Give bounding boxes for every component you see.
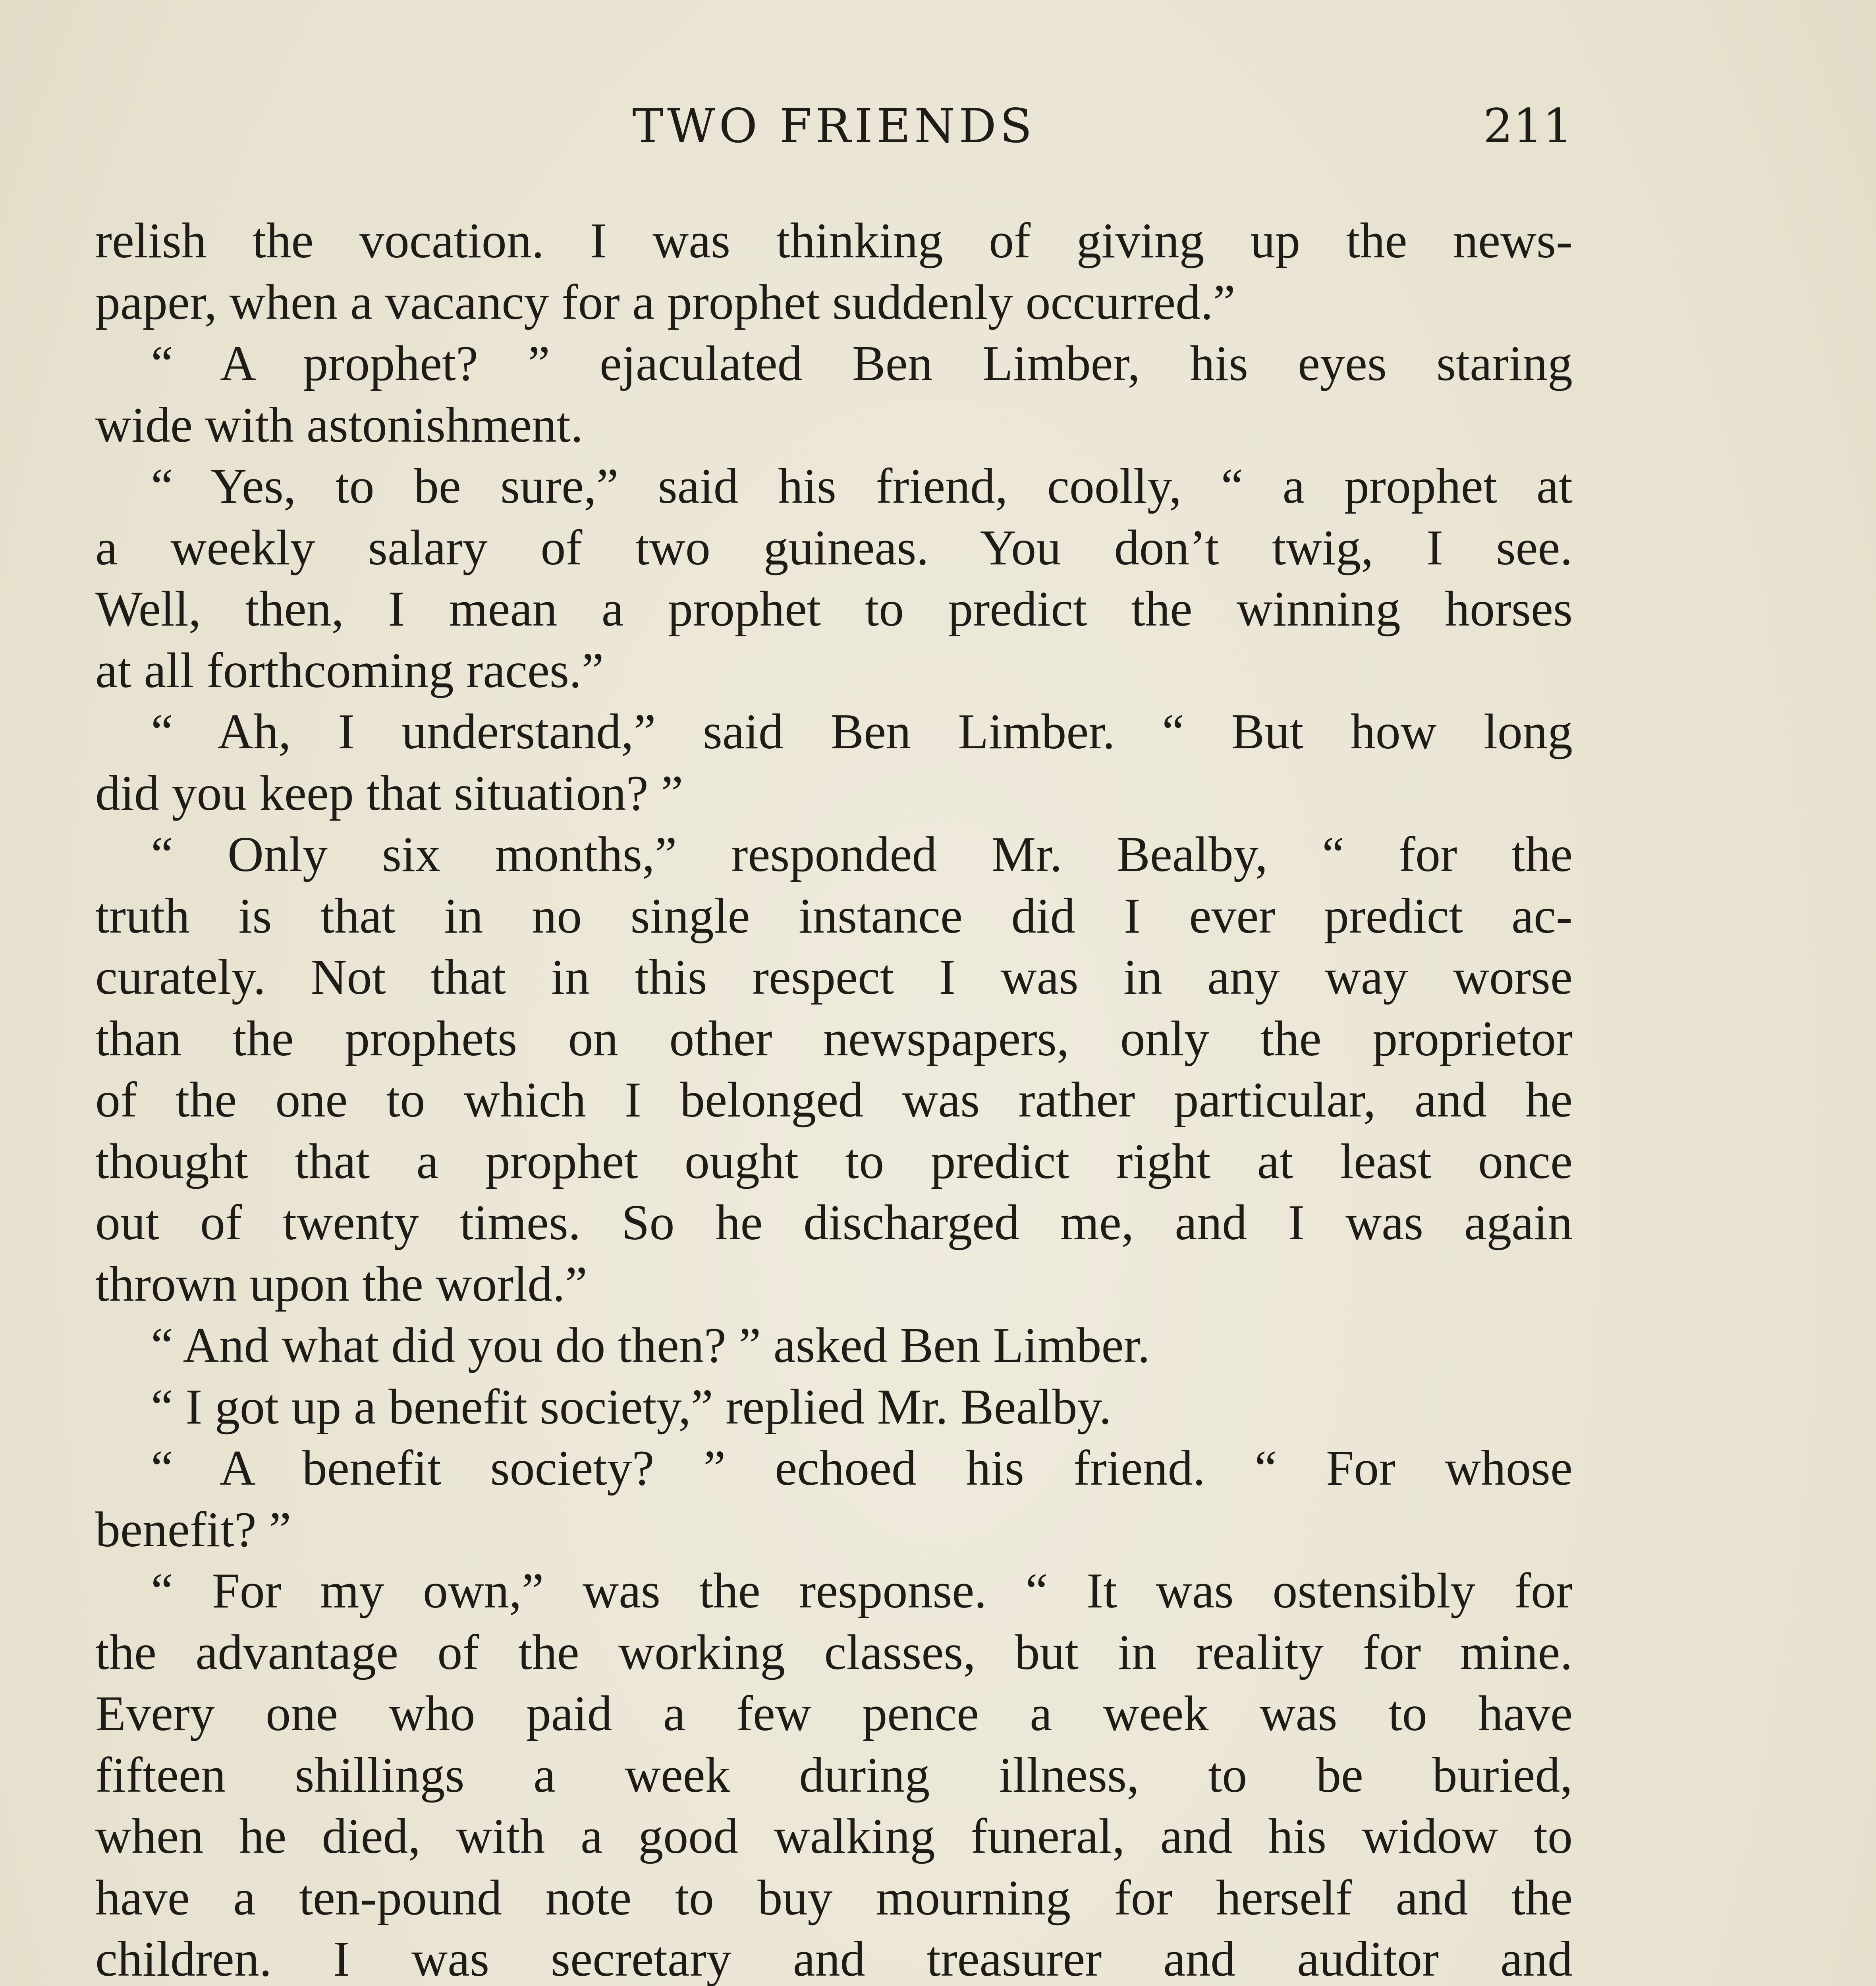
text-line: paper, when a vacancy for a prophet suddenly occurred.” <box>95 274 1235 330</box>
text-line: Well, then, I mean a prophet to predict the winning horses <box>95 582 1573 637</box>
page-number: 211 <box>1483 99 1573 153</box>
text-line: Every one who paid a few pence a week was to have <box>95 1686 1573 1741</box>
text-line: when he died, with a good walking funeral, and his widow to <box>95 1809 1573 1864</box>
text-line: “ I got up a benefit society,” replied Mr. Bealby. <box>151 1379 1112 1435</box>
text-line: thrown upon the world.” <box>95 1256 587 1312</box>
text-line: fifteen shillings a week during illness, to be buried, <box>95 1747 1573 1803</box>
text-line: “ Only six months,” responded Mr. Bealby, “ for the <box>151 827 1573 882</box>
running-head: TWO FRIENDS <box>632 99 1036 153</box>
text-line: at all forthcoming races.” <box>95 643 604 698</box>
text-line: “ A prophet? ” ejaculated Ben Limber, his eyes staring <box>151 336 1573 391</box>
text-line: curately. Not that in this respect I was in any way worse <box>95 950 1573 1005</box>
text-line: “ And what did you do then? ” asked Ben Limber. <box>151 1318 1150 1373</box>
text-line: a weekly salary of two guineas. You don’t twig, I see. <box>95 520 1573 576</box>
body-text <box>95 211 1573 1986</box>
text-line: than the prophets on other newspapers, only the proprietor <box>95 1011 1573 1066</box>
text-line: “ A benefit society? ” echoed his friend. “ For whose <box>151 1441 1573 1496</box>
text-line: “ Yes, to be sure,” said his friend, coolly, “ a prophet at <box>151 459 1573 514</box>
text-line: of the one to which I belonged was rather particular, and he <box>95 1072 1573 1128</box>
text-line: have a ten-pound note to buy mourning for herself and the <box>95 1870 1573 1926</box>
text-line: truth is that in no single instance did I ever predict ac- <box>95 888 1573 944</box>
text-line: out of twenty times. So he discharged me, and I was again <box>95 1195 1573 1250</box>
text-line: “ For my own,” was the response. “ It was ostensibly for <box>151 1563 1573 1619</box>
text-line: did you keep that situation? ” <box>95 765 683 821</box>
page-header <box>95 99 1573 162</box>
text-line: the advantage of the working classes, but in reality for mine. <box>95 1625 1573 1680</box>
text-line: wide with astonishment. <box>95 397 583 453</box>
text-line: “ Ah, I understand,” said Ben Limber. “ But how long <box>151 704 1573 759</box>
text-line: relish the vocation. I was thinking of giving up the news- <box>95 213 1573 269</box>
text-line: children. I was secretary and treasurer and auditor and <box>95 1932 1573 1986</box>
text-line: benefit? ” <box>95 1502 291 1557</box>
text-line: thought that a prophet ought to predict right at least once <box>95 1134 1573 1189</box>
